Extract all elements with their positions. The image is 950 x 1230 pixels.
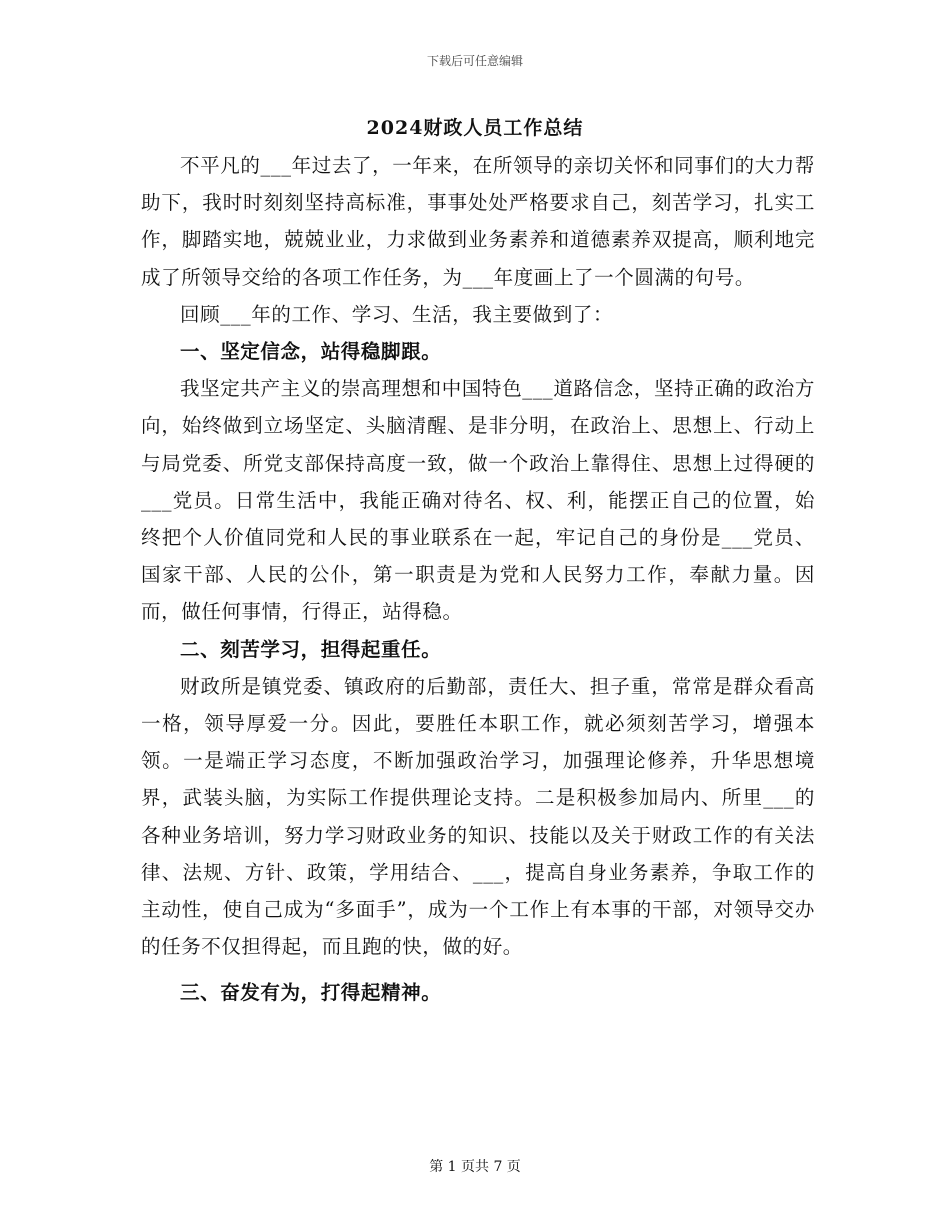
- paragraph-section-1: 我坚定共产主义的崇高理想和中国特色___道路信念，坚持正确的政治方向，始终做到立场坚定、头脑清醒、是非分明，在政治上、思想上、行动上与局党委、所党支部保持高度一致，做一个政治上靠得住、思想上过得硬的___党员。日常生活中，我能正确对待名、权、利，能摆正自己的位置，始终把个人价值同党和人民的事业联系在一起，牢记自己的身份是___党员、国家干部、人民的公仆，第一职责是为党和人民努力工作，奉献力量。因而，做任何事情，行得正，站得稳。: [141, 377, 815, 624]
- page-number: 第 1 页共 7 页: [429, 1159, 521, 1175]
- page-header-note: 下载后可任意编辑: [426, 54, 523, 68]
- section-spacer: [141, 965, 815, 974]
- section-heading-2: 二、刻苦学习，担得起重任。: [180, 637, 442, 661]
- document-title: 2024财政人员工作总结: [366, 117, 584, 139]
- paragraph-intro: 不平凡的___年过去了，一年来，在所领导的亲切关怀和同事们的大力帮助下，我时时刻刻坚持高标准，事事处处严格要求自己，刻苦学习，扎实工作，脚踏实地，兢兢业业，力求做到业务素养和道德素养双提高，顺利地完成了所领导交给的各项工作任务，为___年度画上了一个圆满的句号。: [141, 154, 815, 289]
- document-body: [141, 147, 815, 1012]
- section-heading-3: 三、奋发有为，打得起精神。: [180, 981, 442, 1005]
- paragraph-review: 回顾___年的工作、学习、生活，我主要做到了：: [180, 302, 614, 326]
- section-heading-1: 一、坚定信念，站得稳脚跟。: [180, 340, 442, 364]
- paragraph-section-2: 财政所是镇党委、镇政府的后勤部，责任大、担子重，常常是群众看高一格，领导厚爱一分。因此，要胜任本职工作，就必须刻苦学习，增强本领。一是端正学习态度，不断加强政治学习，加强理论修养，升华思想境界，武装头脑，为实际工作提供理论支持。二是积极参加局内、所里___的各种业务培训，努力学习财政业务的知识、技能以及关于财政工作的有关法律、法规、方针、政策，学用结合、___，提高自身业务素养，争取工作的主动性，使自己成为“多面手”，成为一个工作上有本事的干部，对领导交办的任务不仅担得起，而且跑的快，做的好。: [141, 674, 815, 959]
